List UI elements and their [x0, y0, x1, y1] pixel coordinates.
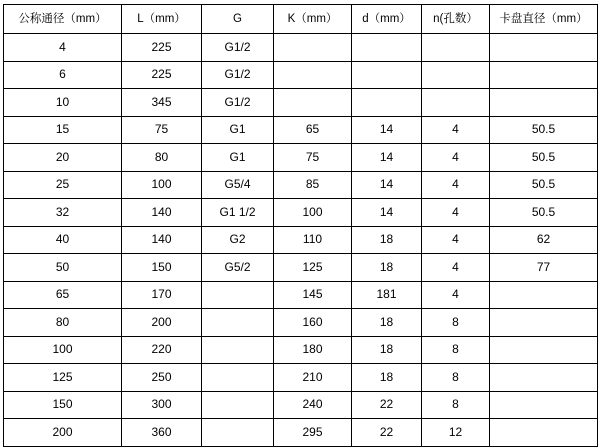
- cell-flange-diameter: 50.5: [490, 199, 598, 227]
- cell-nominal-diameter: 25: [4, 171, 122, 199]
- cell-k: [274, 34, 352, 62]
- cell-length: 150: [122, 254, 202, 282]
- cell-length: 80: [122, 144, 202, 172]
- cell-d: 14: [352, 144, 422, 172]
- cell-nominal-diameter: 20: [4, 144, 122, 172]
- table-row: [4, 336, 598, 364]
- cell-thread: [202, 419, 274, 447]
- cell-hole-count: [422, 61, 490, 89]
- cell-hole-count: 4: [422, 254, 490, 282]
- cell-hole-count: 4: [422, 144, 490, 172]
- cell-thread: G1: [202, 144, 274, 172]
- cell-length: 360: [122, 419, 202, 447]
- cell-d: 14: [352, 116, 422, 144]
- cell-nominal-diameter: 200: [4, 419, 122, 447]
- cell-thread: G1 1/2: [202, 199, 274, 227]
- cell-length: 225: [122, 34, 202, 62]
- cell-flange-diameter: 50.5: [490, 116, 598, 144]
- cell-nominal-diameter: 15: [4, 116, 122, 144]
- cell-d: [352, 89, 422, 117]
- cell-d: 14: [352, 171, 422, 199]
- cell-k: 180: [274, 336, 352, 364]
- cell-nominal-diameter: 6: [4, 61, 122, 89]
- table-row: [4, 419, 598, 447]
- cell-hole-count: 8: [422, 364, 490, 392]
- table-body: [4, 34, 598, 447]
- cell-nominal-diameter: 150: [4, 391, 122, 419]
- cell-k: 65: [274, 116, 352, 144]
- cell-d: [352, 34, 422, 62]
- cell-k: 75: [274, 144, 352, 172]
- table-header-row: [4, 5, 598, 34]
- cell-length: 200: [122, 309, 202, 337]
- cell-hole-count: 8: [422, 309, 490, 337]
- cell-k: 145: [274, 281, 352, 309]
- cell-flange-diameter: [490, 391, 598, 419]
- column-header-length: L（mm）: [122, 5, 202, 34]
- cell-flange-diameter: 50.5: [490, 171, 598, 199]
- cell-hole-count: 4: [422, 116, 490, 144]
- table-row: [4, 281, 598, 309]
- cell-k: 100: [274, 199, 352, 227]
- cell-thread: G1/2: [202, 61, 274, 89]
- cell-hole-count: 4: [422, 171, 490, 199]
- cell-flange-diameter: [490, 281, 598, 309]
- cell-hole-count: 4: [422, 199, 490, 227]
- cell-length: 75: [122, 116, 202, 144]
- column-header-d: d（mm）: [352, 5, 422, 34]
- cell-k: 240: [274, 391, 352, 419]
- cell-hole-count: 4: [422, 226, 490, 254]
- table-header: [4, 5, 598, 34]
- cell-hole-count: 8: [422, 391, 490, 419]
- cell-d: 18: [352, 254, 422, 282]
- cell-thread: G2: [202, 226, 274, 254]
- cell-k: [274, 61, 352, 89]
- cell-hole-count: 4: [422, 281, 490, 309]
- cell-length: 100: [122, 171, 202, 199]
- table-row: [4, 226, 598, 254]
- table-row: [4, 171, 598, 199]
- cell-length: 345: [122, 89, 202, 117]
- cell-flange-diameter: 62: [490, 226, 598, 254]
- cell-d: 18: [352, 226, 422, 254]
- cell-nominal-diameter: 10: [4, 89, 122, 117]
- cell-length: 220: [122, 336, 202, 364]
- table-row: [4, 116, 598, 144]
- cell-flange-diameter: 77: [490, 254, 598, 282]
- cell-nominal-diameter: 40: [4, 226, 122, 254]
- cell-length: 250: [122, 364, 202, 392]
- column-header-hole-count: n(孔数）: [422, 5, 490, 34]
- cell-k: [274, 89, 352, 117]
- table-row: [4, 61, 598, 89]
- cell-flange-diameter: [490, 336, 598, 364]
- column-header-k: K（mm）: [274, 5, 352, 34]
- cell-thread: G1/2: [202, 34, 274, 62]
- cell-flange-diameter: [490, 89, 598, 117]
- cell-d: 14: [352, 199, 422, 227]
- cell-thread: G5/2: [202, 254, 274, 282]
- cell-length: 300: [122, 391, 202, 419]
- cell-hole-count: 12: [422, 419, 490, 447]
- cell-k: 295: [274, 419, 352, 447]
- cell-thread: [202, 391, 274, 419]
- cell-flange-diameter: [490, 34, 598, 62]
- cell-length: 140: [122, 199, 202, 227]
- cell-length: 140: [122, 226, 202, 254]
- cell-flange-diameter: [490, 419, 598, 447]
- cell-k: 110: [274, 226, 352, 254]
- cell-length: 170: [122, 281, 202, 309]
- table-row: [4, 364, 598, 392]
- cell-nominal-diameter: 125: [4, 364, 122, 392]
- table-row: [4, 309, 598, 337]
- table-row: [4, 144, 598, 172]
- specification-table: [3, 4, 598, 447]
- cell-thread: [202, 336, 274, 364]
- cell-d: 18: [352, 309, 422, 337]
- cell-length: 225: [122, 61, 202, 89]
- column-header-thread: G: [202, 5, 274, 34]
- cell-nominal-diameter: 50: [4, 254, 122, 282]
- cell-d: 22: [352, 419, 422, 447]
- cell-d: 22: [352, 391, 422, 419]
- cell-nominal-diameter: 32: [4, 199, 122, 227]
- column-header-nominal-diameter: 公称通径（mm）: [4, 5, 122, 34]
- table-row: [4, 89, 598, 117]
- cell-thread: G1: [202, 116, 274, 144]
- cell-d: 18: [352, 336, 422, 364]
- table-row: [4, 34, 598, 62]
- cell-thread: G5/4: [202, 171, 274, 199]
- cell-d: [352, 61, 422, 89]
- cell-thread: [202, 309, 274, 337]
- table-row: [4, 254, 598, 282]
- cell-hole-count: [422, 34, 490, 62]
- cell-flange-diameter: [490, 61, 598, 89]
- cell-d: 18: [352, 364, 422, 392]
- cell-thread: [202, 281, 274, 309]
- table-row: [4, 199, 598, 227]
- cell-d: 181: [352, 281, 422, 309]
- cell-hole-count: 8: [422, 336, 490, 364]
- cell-nominal-diameter: 100: [4, 336, 122, 364]
- column-header-flange-diameter: 卡盘直径（mm）: [490, 5, 598, 34]
- cell-nominal-diameter: 4: [4, 34, 122, 62]
- cell-thread: G1/2: [202, 89, 274, 117]
- cell-nominal-diameter: 80: [4, 309, 122, 337]
- cell-k: 210: [274, 364, 352, 392]
- cell-k: 160: [274, 309, 352, 337]
- cell-thread: [202, 364, 274, 392]
- cell-k: 85: [274, 171, 352, 199]
- cell-flange-diameter: 50.5: [490, 144, 598, 172]
- cell-hole-count: [422, 89, 490, 117]
- cell-flange-diameter: [490, 364, 598, 392]
- cell-k: 125: [274, 254, 352, 282]
- cell-flange-diameter: [490, 309, 598, 337]
- table-row: [4, 391, 598, 419]
- cell-nominal-diameter: 65: [4, 281, 122, 309]
